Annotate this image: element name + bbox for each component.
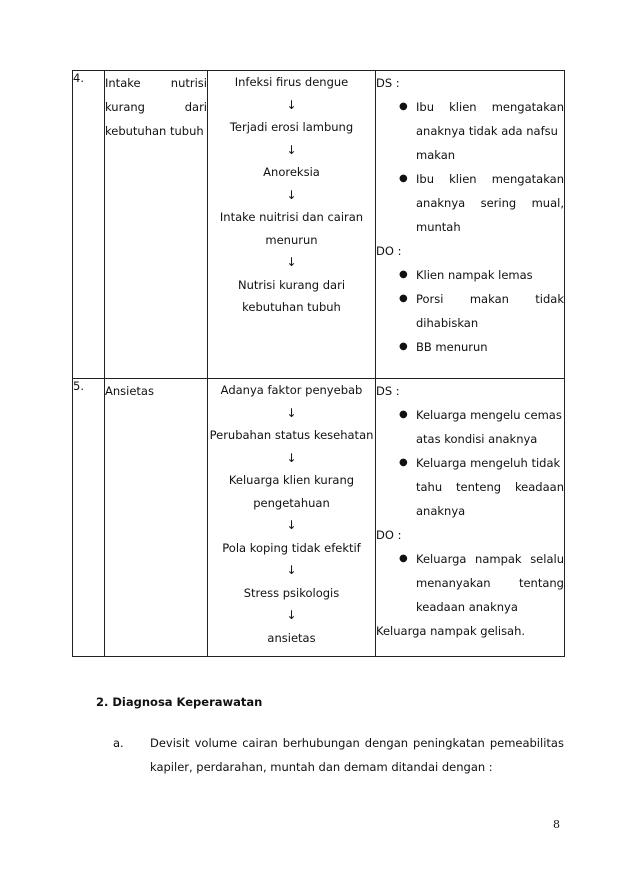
bullet-icon: ● — [399, 409, 408, 420]
bullet-text — [416, 287, 564, 335]
bullet-line — [416, 215, 564, 239]
word: Ansietas — [105, 384, 154, 398]
bullet-icon: ● — [399, 457, 408, 468]
word: klien — [449, 172, 477, 186]
word: Keluarga mengelu cemas — [416, 408, 562, 422]
word: atas kondisi anaknya — [416, 432, 538, 446]
bullet-line — [416, 427, 564, 451]
diagnosis-cell — [105, 379, 208, 657]
table-row — [73, 71, 565, 379]
pathway-step: Nutrisi kurang dari — [237, 277, 346, 292]
table-row — [73, 379, 565, 657]
diagnosis-line — [105, 71, 207, 95]
bullet-line — [416, 119, 564, 143]
bullet-text — [416, 403, 564, 451]
word: kebutuhan tubuh — [105, 124, 204, 138]
word: selalu — [530, 552, 564, 566]
ds-label: DS : — [376, 384, 400, 398]
bullet-text — [416, 95, 564, 167]
word: mengatakan — [491, 100, 564, 114]
pathway-step: Terjadi erosi lambung — [229, 120, 354, 134]
ds-list — [376, 95, 564, 239]
bullet-text — [416, 547, 564, 619]
word: mual, — [531, 196, 564, 210]
pathway-step: menurun — [265, 232, 318, 247]
word: tenteng — [456, 480, 502, 494]
word: dihabiskan — [416, 316, 479, 330]
extra-note: Keluarga nampak gelisah. — [376, 624, 526, 638]
bullet-icon: ● — [399, 173, 408, 184]
data-cell — [376, 379, 565, 657]
word: kurang — [105, 100, 145, 114]
word: volume — [194, 736, 238, 750]
word: Keluarga mengeluh tidak — [416, 456, 561, 470]
bullet-item — [376, 263, 564, 287]
do-label: DO : — [376, 528, 402, 542]
down-arrow-icon: ↓ — [286, 187, 297, 202]
word: nutrisi — [170, 76, 207, 90]
bullet-line — [416, 451, 564, 475]
down-arrow-icon: ↓ — [286, 450, 297, 465]
bullet-icon: ● — [399, 269, 408, 280]
pathway-cell — [208, 379, 376, 657]
down-arrow-icon: ↓ — [286, 97, 297, 112]
pathway-step: pengetahuan — [253, 495, 330, 510]
word: makan — [469, 292, 509, 306]
item-line-1 — [150, 731, 564, 755]
word: nampak — [475, 552, 522, 566]
down-arrow-icon: ↓ — [286, 405, 297, 420]
diagnosis-line — [105, 95, 207, 119]
word: BB menurun — [416, 340, 488, 354]
bullet-icon: ● — [399, 553, 408, 564]
row-number: 4. — [73, 71, 105, 379]
bullet-text — [416, 167, 564, 239]
word: menanyakan — [416, 576, 491, 590]
word: Intake — [105, 76, 141, 90]
bullet-item — [376, 287, 564, 335]
down-arrow-icon: ↓ — [286, 518, 297, 532]
word: tentang — [518, 576, 564, 590]
bullet-icon: ● — [399, 293, 408, 304]
word: peningkatan — [413, 736, 485, 750]
diagnosis-line — [105, 119, 207, 143]
bullet-line — [416, 571, 564, 595]
word: cairan — [242, 736, 278, 750]
item-line-2: kapiler, perdarahan, muntah dan demam ditandai dengan : — [150, 760, 493, 774]
bullet-line — [416, 403, 564, 427]
bullet-item — [376, 335, 564, 359]
pathway-step: Adanya faktor penyebab — [220, 383, 363, 397]
word: dari — [184, 100, 207, 114]
bullet-item — [376, 451, 564, 523]
word: Ibu — [416, 100, 434, 114]
word: keadaan anaknya — [416, 600, 518, 614]
word: sering — [480, 196, 517, 210]
pathway-step: Anoreksia — [263, 165, 320, 179]
do-list — [376, 547, 564, 619]
pathway-step: ansietas — [267, 630, 316, 645]
bullet-line — [416, 167, 564, 191]
bullet-line — [416, 547, 564, 571]
row-number: 5. — [73, 379, 105, 657]
pathway-step: Pola koping tidak efektif — [222, 540, 361, 555]
bullet-text — [416, 263, 564, 287]
bullet-icon: ● — [399, 101, 408, 112]
bullet-icon: ● — [399, 341, 408, 352]
pathway-step: Infeksi firus dengue — [234, 75, 349, 89]
word: makan — [416, 148, 456, 162]
word: anaknya — [416, 504, 466, 518]
word: Porsi — [416, 292, 444, 306]
word: Keluarga — [416, 552, 467, 566]
pathway-step: Stress psikologis — [243, 585, 340, 600]
bullet-item — [376, 167, 564, 239]
bullet-line — [416, 335, 564, 359]
section-title: 2. Diagnosa Keperawatan — [96, 695, 263, 709]
word: berhubungan — [282, 736, 360, 750]
data-cell — [376, 71, 565, 379]
word: muntah — [416, 220, 461, 234]
diagnosis-cell — [105, 71, 208, 379]
bullet-text — [416, 335, 564, 359]
bullet-line — [416, 595, 564, 619]
ds-label: DS : — [376, 76, 400, 90]
pathway-step: kebutuhan tubuh — [242, 300, 341, 314]
bullet-line — [416, 311, 564, 335]
word: anaknya — [416, 196, 466, 210]
nursing-analysis-table — [72, 70, 565, 657]
pathway-step: Keluarga klien kurang — [228, 473, 355, 487]
bullet-line — [416, 287, 564, 311]
word: tahu — [416, 480, 443, 494]
bullet-item — [376, 403, 564, 451]
down-arrow-icon: ↓ — [286, 608, 297, 622]
bullet-line — [416, 95, 564, 119]
bullet-text — [416, 451, 564, 523]
bullet-item — [376, 547, 564, 619]
diagnosis-item — [113, 731, 564, 779]
page-number: 8 — [553, 818, 560, 831]
word: Klien nampak lemas — [416, 268, 533, 282]
bullet-line — [416, 143, 564, 167]
diagnosis-line — [105, 379, 207, 403]
word: Devisit — [150, 736, 190, 750]
word: Ibu — [416, 172, 434, 186]
word: tidak — [535, 292, 564, 306]
word: mengatakan — [491, 172, 564, 186]
word: pemeabilitas — [489, 736, 564, 750]
bullet-line — [416, 191, 564, 215]
down-arrow-icon: ↓ — [286, 142, 297, 157]
pathway-cell — [208, 71, 376, 379]
word: keadaan — [514, 480, 564, 494]
do-label: DO : — [376, 244, 402, 258]
bullet-item — [376, 95, 564, 167]
bullet-line — [416, 475, 564, 499]
ds-list — [376, 403, 564, 523]
down-arrow-icon: ↓ — [286, 563, 297, 577]
pathway-step: Perubahan status kesehatan — [209, 428, 374, 442]
word: anaknya tidak ada nafsu — [416, 124, 558, 138]
pathway-step: Intake nuitrisi dan cairan — [219, 210, 364, 224]
down-arrow-icon: ↓ — [286, 255, 297, 269]
bullet-line — [416, 263, 564, 287]
word: dengan — [364, 736, 409, 750]
do-list — [376, 263, 564, 359]
bullet-line — [416, 499, 564, 523]
word: klien — [449, 100, 477, 114]
item-label: a. — [113, 736, 124, 750]
